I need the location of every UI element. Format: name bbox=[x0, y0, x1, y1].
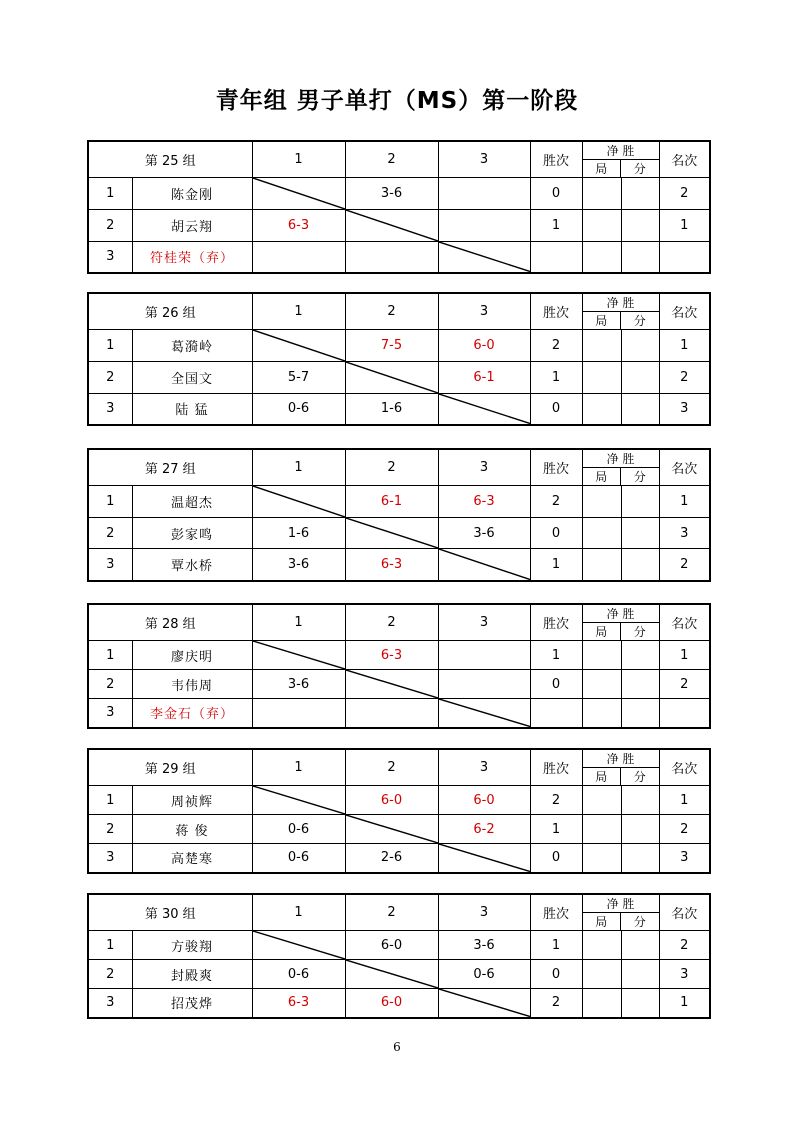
rank-cell: 3 bbox=[659, 394, 710, 425]
player-number: 3 bbox=[88, 242, 132, 273]
rank-cell: 1 bbox=[659, 786, 710, 815]
player-number: 3 bbox=[88, 394, 132, 425]
player-name: 彭家鸣 bbox=[132, 518, 252, 549]
rank-cell bbox=[659, 699, 710, 728]
col-header-1: 1 bbox=[252, 749, 345, 786]
net-win-label: 净 胜 bbox=[583, 450, 659, 468]
score-cell: 5-7 bbox=[252, 362, 345, 394]
score-cell: 3-6 bbox=[438, 518, 530, 549]
net-games-cell bbox=[582, 844, 621, 873]
rank-cell: 2 bbox=[659, 815, 710, 844]
self-match-cell bbox=[438, 394, 530, 425]
net-games-label: 局 bbox=[583, 768, 622, 785]
player-row bbox=[88, 210, 710, 242]
player-name: 温超杰 bbox=[132, 486, 252, 518]
net-win-header bbox=[582, 894, 659, 931]
group-label: 第 30 组 bbox=[88, 894, 252, 931]
score-cell: 0-6 bbox=[252, 844, 345, 873]
player-row bbox=[88, 549, 710, 581]
rank-header: 名次 bbox=[659, 449, 710, 486]
col-header-3: 3 bbox=[438, 293, 530, 330]
self-match-cell bbox=[252, 786, 345, 815]
player-number: 1 bbox=[88, 178, 132, 210]
wins-cell: 0 bbox=[530, 518, 582, 549]
self-match-cell bbox=[345, 210, 438, 242]
player-number: 1 bbox=[88, 931, 132, 960]
rank-header: 名次 bbox=[659, 894, 710, 931]
diagonal-line bbox=[439, 699, 530, 727]
rank-cell: 3 bbox=[659, 960, 710, 989]
rank-cell: 2 bbox=[659, 362, 710, 394]
diagonal-line bbox=[346, 362, 438, 393]
net-games-cell bbox=[582, 242, 621, 273]
player-name: 葛漪岭 bbox=[132, 330, 252, 362]
self-match-cell bbox=[438, 549, 530, 581]
rank-cell: 1 bbox=[659, 210, 710, 242]
rank-cell: 1 bbox=[659, 989, 710, 1018]
score-cell: 6-3 bbox=[345, 641, 438, 670]
wins-header: 胜次 bbox=[530, 141, 582, 178]
diagonal-line bbox=[346, 518, 438, 548]
col-header-3: 3 bbox=[438, 449, 530, 486]
wins-cell bbox=[530, 699, 582, 728]
player-name: 招茂烨 bbox=[132, 989, 252, 1018]
player-number: 1 bbox=[88, 641, 132, 670]
player-number: 2 bbox=[88, 210, 132, 242]
score-cell: 0-6 bbox=[252, 394, 345, 425]
net-points-cell bbox=[621, 486, 659, 518]
net-games-cell bbox=[582, 330, 621, 362]
net-games-cell bbox=[582, 362, 621, 394]
col-header-2: 2 bbox=[345, 604, 438, 641]
net-games-cell bbox=[582, 989, 621, 1018]
wins-cell: 0 bbox=[530, 394, 582, 425]
player-row bbox=[88, 989, 710, 1018]
net-games-cell bbox=[582, 518, 621, 549]
score-cell: 6-1 bbox=[345, 486, 438, 518]
net-win-label: 净 胜 bbox=[583, 142, 659, 160]
col-header-1: 1 bbox=[252, 293, 345, 330]
rank-cell: 3 bbox=[659, 518, 710, 549]
player-name: 韦伟周 bbox=[132, 670, 252, 699]
page-title: 青年组 男子单打（MS）第一阶段 bbox=[215, 88, 579, 114]
player-number: 1 bbox=[88, 486, 132, 518]
wins-cell: 0 bbox=[530, 178, 582, 210]
self-match-cell bbox=[345, 815, 438, 844]
net-points-cell bbox=[621, 178, 659, 210]
player-name: 高楚寒 bbox=[132, 844, 252, 873]
player-row bbox=[88, 699, 710, 728]
net-win-header bbox=[582, 293, 659, 330]
score-cell: 6-0 bbox=[438, 786, 530, 815]
wins-cell: 0 bbox=[530, 844, 582, 873]
group-header-row bbox=[88, 449, 710, 486]
group-label: 第 26 组 bbox=[88, 293, 252, 330]
score-cell: 7-5 bbox=[345, 330, 438, 362]
net-points-cell bbox=[621, 518, 659, 549]
net-games-cell bbox=[582, 699, 621, 728]
group-table bbox=[87, 603, 711, 729]
score-cell: 6-3 bbox=[438, 486, 530, 518]
net-points-cell bbox=[621, 641, 659, 670]
net-games-cell bbox=[582, 394, 621, 425]
page-number: 6 bbox=[393, 1040, 401, 1054]
player-name: 陈金刚 bbox=[132, 178, 252, 210]
rank-cell: 1 bbox=[659, 641, 710, 670]
col-header-1: 1 bbox=[252, 141, 345, 178]
wins-header: 胜次 bbox=[530, 293, 582, 330]
net-win-header bbox=[582, 749, 659, 786]
player-number: 3 bbox=[88, 844, 132, 873]
col-header-2: 2 bbox=[345, 293, 438, 330]
player-row bbox=[88, 670, 710, 699]
self-match-cell bbox=[252, 330, 345, 362]
rank-cell: 2 bbox=[659, 549, 710, 581]
player-number: 2 bbox=[88, 670, 132, 699]
player-row bbox=[88, 178, 710, 210]
wins-cell: 1 bbox=[530, 641, 582, 670]
score-cell: 3-6 bbox=[252, 549, 345, 581]
score-cell: 6-0 bbox=[345, 786, 438, 815]
diagonal-line bbox=[253, 786, 345, 814]
player-name: 符桂荣（弃） bbox=[132, 242, 252, 273]
net-points-cell bbox=[621, 989, 659, 1018]
net-points-label: 分 bbox=[633, 314, 646, 328]
col-header-3: 3 bbox=[438, 604, 530, 641]
net-points-cell bbox=[621, 394, 659, 425]
player-name: 方骏翔 bbox=[132, 931, 252, 960]
diagonal-line bbox=[253, 178, 345, 209]
net-points-cell bbox=[621, 670, 659, 699]
net-points-cell bbox=[621, 242, 659, 273]
net-games-cell bbox=[582, 931, 621, 960]
diagonal-line bbox=[439, 844, 530, 872]
group-header-row bbox=[88, 749, 710, 786]
group-header-row bbox=[88, 604, 710, 641]
score-cell: 3-6 bbox=[438, 931, 530, 960]
net-games-cell bbox=[582, 549, 621, 581]
group-table bbox=[87, 448, 711, 582]
group-header-row bbox=[88, 293, 710, 330]
group-table bbox=[87, 893, 711, 1019]
net-points-cell bbox=[621, 362, 659, 394]
score-cell: 1-6 bbox=[252, 518, 345, 549]
diagonal-line bbox=[346, 960, 438, 988]
net-win-label: 净 胜 bbox=[583, 605, 659, 623]
self-match-cell bbox=[252, 931, 345, 960]
wins-header: 胜次 bbox=[530, 604, 582, 641]
wins-cell bbox=[530, 242, 582, 273]
net-games-cell bbox=[582, 670, 621, 699]
diagonal-line bbox=[253, 931, 345, 959]
diagonal-line bbox=[346, 815, 438, 843]
diagonal-line bbox=[439, 989, 530, 1017]
score-cell: 6-3 bbox=[252, 210, 345, 242]
score-cell: 6-3 bbox=[252, 989, 345, 1018]
score-cell bbox=[252, 699, 345, 728]
score-cell: 0-6 bbox=[252, 815, 345, 844]
score-cell bbox=[438, 210, 530, 242]
self-match-cell bbox=[345, 518, 438, 549]
player-name: 廖庆明 bbox=[132, 641, 252, 670]
wins-header: 胜次 bbox=[530, 449, 582, 486]
player-name: 封殿爽 bbox=[132, 960, 252, 989]
col-header-1: 1 bbox=[252, 449, 345, 486]
diagonal-line bbox=[439, 394, 530, 424]
net-games-label: 局 bbox=[583, 623, 622, 640]
player-row bbox=[88, 641, 710, 670]
diagonal-line bbox=[346, 210, 438, 241]
player-name: 胡云翔 bbox=[132, 210, 252, 242]
net-win-header bbox=[582, 449, 659, 486]
net-points-cell bbox=[621, 960, 659, 989]
score-cell: 6-0 bbox=[345, 931, 438, 960]
group-label: 第 25 组 bbox=[88, 141, 252, 178]
group-header-row bbox=[88, 894, 710, 931]
self-match-cell bbox=[438, 699, 530, 728]
group-header-row bbox=[88, 141, 710, 178]
diagonal-line bbox=[346, 670, 438, 698]
net-games-cell bbox=[582, 815, 621, 844]
player-number: 2 bbox=[88, 518, 132, 549]
player-row bbox=[88, 518, 710, 549]
wins-header: 胜次 bbox=[530, 894, 582, 931]
player-row bbox=[88, 394, 710, 425]
score-cell: 6-3 bbox=[345, 549, 438, 581]
score-cell: 6-0 bbox=[345, 989, 438, 1018]
player-row bbox=[88, 786, 710, 815]
diagonal-line bbox=[253, 486, 345, 517]
net-points-cell bbox=[621, 210, 659, 242]
group-label: 第 28 组 bbox=[88, 604, 252, 641]
self-match-cell bbox=[345, 670, 438, 699]
net-games-cell bbox=[582, 786, 621, 815]
col-header-3: 3 bbox=[438, 141, 530, 178]
wins-cell: 2 bbox=[530, 989, 582, 1018]
net-games-cell bbox=[582, 178, 621, 210]
player-name: 周祯辉 bbox=[132, 786, 252, 815]
player-name: 蒋 俊 bbox=[132, 815, 252, 844]
player-row bbox=[88, 960, 710, 989]
net-games-cell bbox=[582, 210, 621, 242]
group-table bbox=[87, 140, 711, 274]
score-cell: 2-6 bbox=[345, 844, 438, 873]
player-number: 2 bbox=[88, 960, 132, 989]
net-points-cell bbox=[621, 549, 659, 581]
player-name: 覃水桥 bbox=[132, 549, 252, 581]
player-number: 2 bbox=[88, 815, 132, 844]
net-win-label: 净 胜 bbox=[583, 294, 659, 312]
rank-header: 名次 bbox=[659, 141, 710, 178]
score-cell: 0-6 bbox=[438, 960, 530, 989]
net-games-label: 局 bbox=[583, 312, 622, 329]
diagonal-line bbox=[253, 641, 345, 669]
self-match-cell bbox=[252, 486, 345, 518]
wins-cell: 1 bbox=[530, 549, 582, 581]
col-header-1: 1 bbox=[252, 604, 345, 641]
net-games-cell bbox=[582, 641, 621, 670]
player-number: 3 bbox=[88, 699, 132, 728]
diagonal-line bbox=[253, 330, 345, 361]
player-row bbox=[88, 242, 710, 273]
diagonal-line bbox=[439, 242, 530, 272]
wins-cell: 0 bbox=[530, 670, 582, 699]
net-points-cell bbox=[621, 786, 659, 815]
net-games-cell bbox=[582, 960, 621, 989]
net-win-label: 净 胜 bbox=[583, 895, 659, 913]
score-cell bbox=[345, 699, 438, 728]
rank-cell: 1 bbox=[659, 486, 710, 518]
wins-cell: 1 bbox=[530, 362, 582, 394]
self-match-cell bbox=[438, 989, 530, 1018]
self-match-cell bbox=[252, 178, 345, 210]
wins-cell: 1 bbox=[530, 931, 582, 960]
col-header-3: 3 bbox=[438, 749, 530, 786]
net-points-label: 分 bbox=[633, 915, 646, 929]
net-points-cell bbox=[621, 699, 659, 728]
wins-cell: 2 bbox=[530, 786, 582, 815]
rank-header: 名次 bbox=[659, 604, 710, 641]
wins-cell: 1 bbox=[530, 815, 582, 844]
net-win-header bbox=[582, 141, 659, 178]
net-win-label: 净 胜 bbox=[583, 750, 659, 768]
col-header-2: 2 bbox=[345, 449, 438, 486]
score-cell: 0-6 bbox=[252, 960, 345, 989]
net-points-cell bbox=[621, 330, 659, 362]
player-row bbox=[88, 330, 710, 362]
wins-cell: 2 bbox=[530, 486, 582, 518]
wins-cell: 1 bbox=[530, 210, 582, 242]
score-cell bbox=[438, 178, 530, 210]
col-header-2: 2 bbox=[345, 749, 438, 786]
player-name: 李金石（弃） bbox=[132, 699, 252, 728]
player-number: 3 bbox=[88, 549, 132, 581]
net-points-label: 分 bbox=[633, 470, 646, 484]
player-row bbox=[88, 815, 710, 844]
self-match-cell bbox=[438, 242, 530, 273]
player-row bbox=[88, 931, 710, 960]
player-name: 全国文 bbox=[132, 362, 252, 394]
net-points-label: 分 bbox=[633, 625, 646, 639]
player-row bbox=[88, 844, 710, 873]
score-cell: 6-2 bbox=[438, 815, 530, 844]
col-header-1: 1 bbox=[252, 894, 345, 931]
diagonal-line bbox=[439, 549, 530, 580]
net-games-label: 局 bbox=[583, 468, 622, 485]
col-header-3: 3 bbox=[438, 894, 530, 931]
rank-cell bbox=[659, 242, 710, 273]
net-points-cell bbox=[621, 844, 659, 873]
score-cell: 6-1 bbox=[438, 362, 530, 394]
rank-header: 名次 bbox=[659, 293, 710, 330]
net-points-label: 分 bbox=[633, 770, 646, 784]
player-number: 1 bbox=[88, 330, 132, 362]
score-cell: 6-0 bbox=[438, 330, 530, 362]
net-points-cell bbox=[621, 931, 659, 960]
score-cell bbox=[438, 641, 530, 670]
wins-header: 胜次 bbox=[530, 749, 582, 786]
col-header-2: 2 bbox=[345, 894, 438, 931]
net-games-label: 局 bbox=[583, 160, 622, 177]
self-match-cell bbox=[252, 641, 345, 670]
player-number: 2 bbox=[88, 362, 132, 394]
score-cell: 1-6 bbox=[345, 394, 438, 425]
group-table bbox=[87, 292, 711, 426]
player-row bbox=[88, 362, 710, 394]
player-row bbox=[88, 486, 710, 518]
col-header-2: 2 bbox=[345, 141, 438, 178]
player-number: 1 bbox=[88, 786, 132, 815]
group-table bbox=[87, 748, 711, 874]
score-cell: 3-6 bbox=[345, 178, 438, 210]
player-name: 陆 猛 bbox=[132, 394, 252, 425]
self-match-cell bbox=[438, 844, 530, 873]
net-points-label: 分 bbox=[633, 162, 646, 176]
group-label: 第 29 组 bbox=[88, 749, 252, 786]
net-games-cell bbox=[582, 486, 621, 518]
rank-cell: 1 bbox=[659, 330, 710, 362]
group-label: 第 27 组 bbox=[88, 449, 252, 486]
wins-cell: 0 bbox=[530, 960, 582, 989]
score-cell bbox=[345, 242, 438, 273]
net-win-header bbox=[582, 604, 659, 641]
wins-cell: 2 bbox=[530, 330, 582, 362]
score-cell: 3-6 bbox=[252, 670, 345, 699]
net-games-label: 局 bbox=[583, 913, 622, 930]
player-number: 3 bbox=[88, 989, 132, 1018]
rank-cell: 2 bbox=[659, 931, 710, 960]
score-cell bbox=[252, 242, 345, 273]
self-match-cell bbox=[345, 362, 438, 394]
score-cell bbox=[438, 670, 530, 699]
rank-cell: 2 bbox=[659, 670, 710, 699]
net-points-cell bbox=[621, 815, 659, 844]
self-match-cell bbox=[345, 960, 438, 989]
rank-header: 名次 bbox=[659, 749, 710, 786]
rank-cell: 3 bbox=[659, 844, 710, 873]
rank-cell: 2 bbox=[659, 178, 710, 210]
